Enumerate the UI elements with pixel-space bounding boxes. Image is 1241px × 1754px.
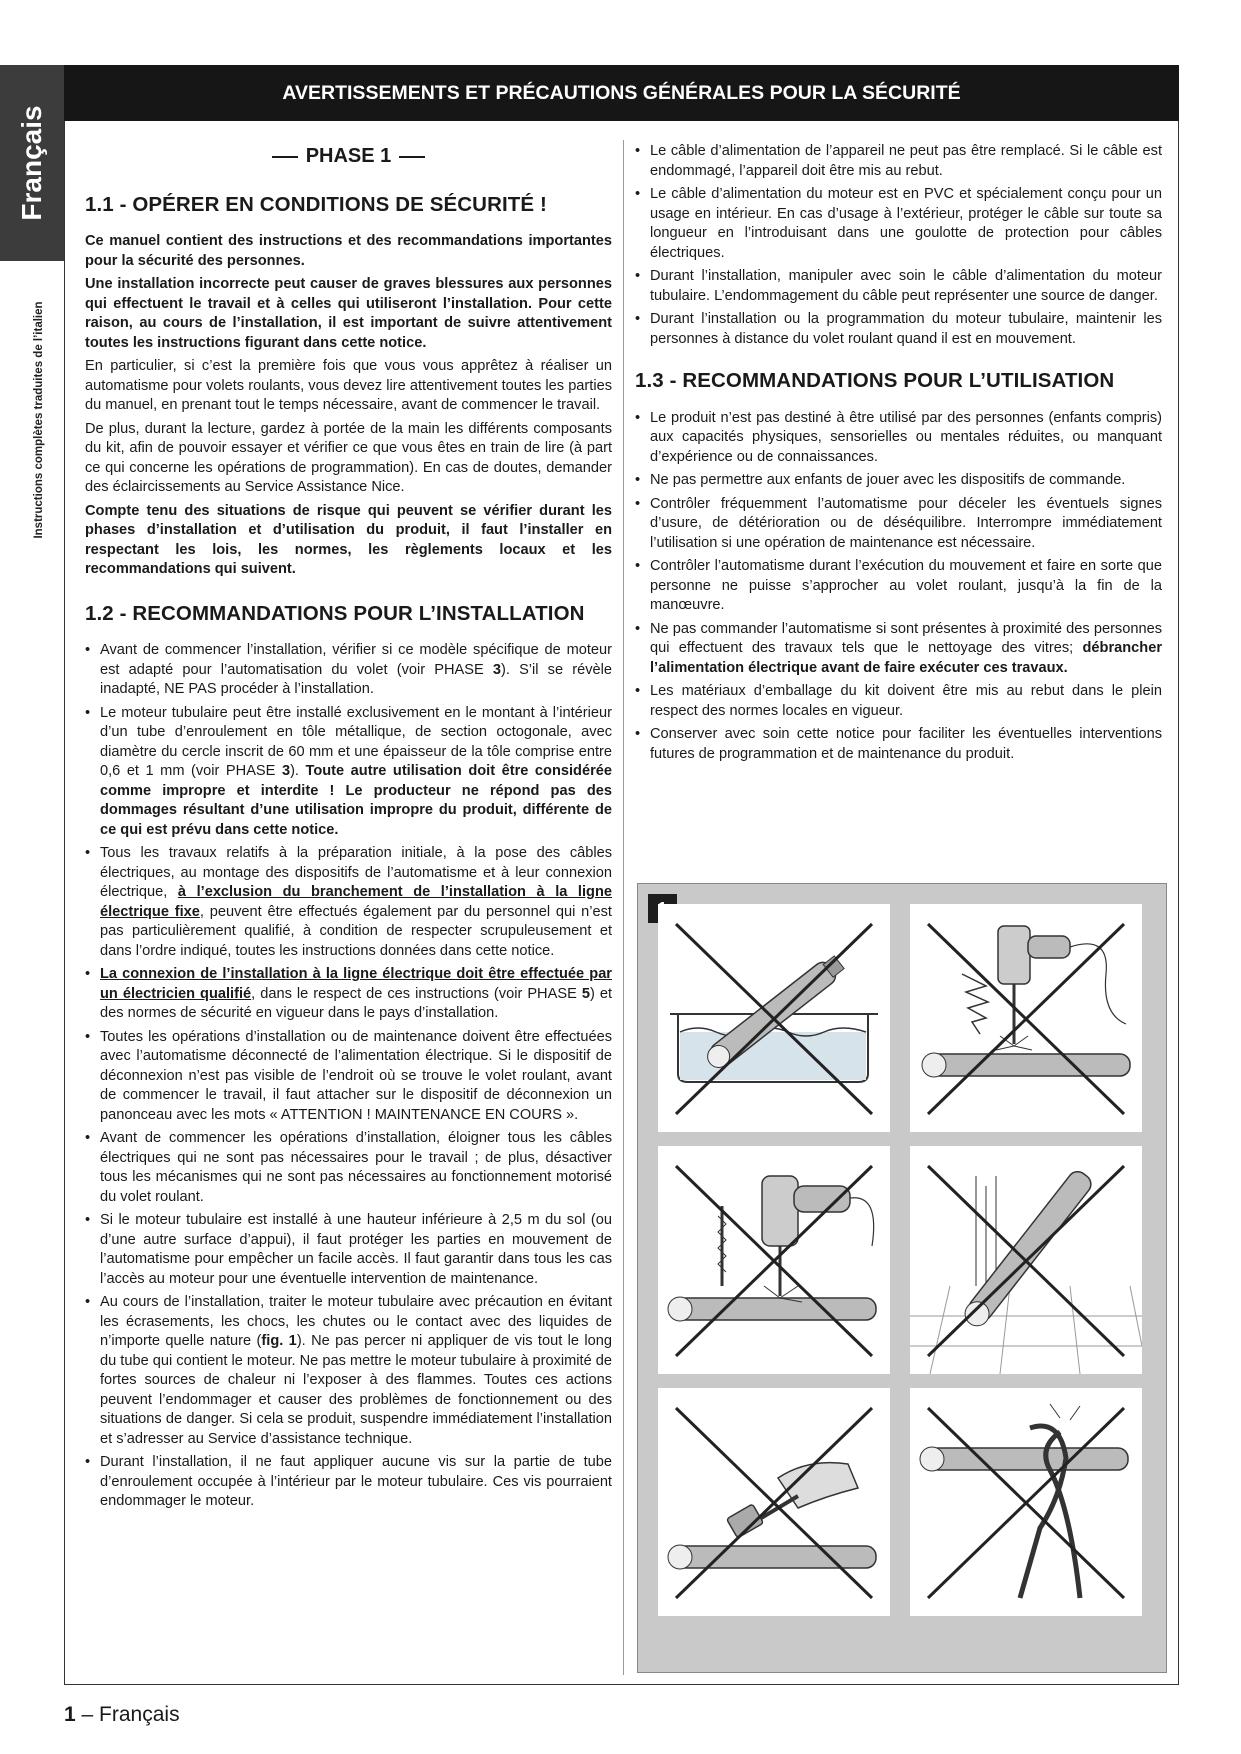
usage-item-4: • Contrôler l’automatisme durant l’exécution du mouvement et faire en sorte que personne ne puisse s’approcher au volet roulant, jusqu’à la fin de la manœuvre. (635, 557, 1162, 616)
panel-motor-dropped (910, 1146, 1142, 1374)
panel-drilling-motor (658, 1146, 890, 1374)
installation-item-3: • Tous les travaux relatifs à la préparation initiale, à la pose des câbles électriques, au montage des dispositifs de l’automatisme et à leur connexion électrique, à l’exclusion du branchement de l’installation à la ligne électrique fixe, peuvent être effectués également par du personnel qui n’est pas particulièrement qualifié, à condition de respecter scrupuleusement et dans l’ordre indiqué, toutes les instructions données dans cette notice. (85, 844, 612, 961)
intro-paragraph-5: Compte tenu des situations de risque qui peuvent se vérifier durant les phases d’installation et d’utilisation du produit, il faut l’installer en respectant les lois, les normes, les règlements locaux et les recommandations qui suivent. (85, 502, 612, 577)
installation-item-5: • Toutes les opérations d’installation ou de maintenance doivent être effectuées avec l’automatisme déconnecté de l’alimentation électrique. Si le dispositif de déconnexion n’est pas visible de l’endroit où se trouve le volet roulant, avant de commencer le travail, il faut attacher sur le dispositif de déconnexion un panonceau avec les mots « ATTENTION ! MAINTENANCE EN COURS ». (85, 1028, 612, 1126)
installation-item-6: • Avant de commencer les opérations d’installation, éloigner tous les câbles électriques qui ne sont pas nécessaires pour le travail ; de plus, désactiver tous les mécanismes qui ne sont pas nécessaires au fonctionnement motorisé du volet roulant. (85, 1129, 612, 1207)
intro-paragraph-1: Ce manuel contient des instructions et des recommandations importantes pour la sécurité des personnes. (85, 233, 612, 269)
installation-list (85, 641, 612, 1512)
installation-item-2: • Le moteur tubulaire peut être installé exclusivement en le montant à l’intérieur d’un tube d’enroulement en tôle métallique, de section octogonale, avec diamètre du cercle inscrit de 60 mm et une épaisseur de la tôle comprise entre 0,6 et 1 mm (voir PHASE 3). Toute autre utilisation doit être considérée comme impropre et interdite ! Le producteur ne répond pas des dommages résultant d’une utilisation impropre du produit, différente de ce qui est prévu dans cette notice. (85, 704, 612, 841)
drilling-motor-illustration (658, 1146, 890, 1374)
right-column (635, 142, 1162, 768)
hammering-motor-illustration (658, 1388, 890, 1616)
panel-motor-in-water (658, 904, 890, 1132)
phase-dash-left (272, 156, 298, 158)
dropped-motor-illustration (910, 1146, 1142, 1374)
cable-item-1: • Le câble d’alimentation de l’appareil ne peut pas être remplacé. Si le câble est endommagé, l’appareil doit être mis au rebut. (635, 142, 1162, 181)
installation-item-1: • Avant de commencer l’installation, vérifier si ce modèle spécifique de moteur est adapté pour l’automatisation du volet (voir PHASE 3). S’il se révèle inadapté, NE PAS procéder à l’installation. (85, 641, 612, 700)
figure-1 (637, 883, 1167, 1673)
left-column (85, 142, 612, 1516)
usage-item-6: • Les matériaux d’emballage du kit doivent être mis au rebut dans le plein respect des normes locales en vigueur. (635, 682, 1162, 721)
usage-item-3: • Contrôler fréquemment l’automatisme pour déceler les éventuels signes d’usure, de détérioration ou de déséquilibre. Interrompre immédiatement l’utilisation si une opération de maintenance est nécessaire. (635, 495, 1162, 554)
intro-paragraph-2: Une installation incorrecte peut causer de graves blessures aux personnes qui effectuent le travail et à celles qui utiliseront l’installation. Pour cette raison, au cours de l’installation, il est important de suivre attentivement toutes les instructions figurant dans cette notice. (85, 276, 612, 351)
section-1-1-title: 1.1 - OPÉRER EN CONDITIONS DE SÉCURITÉ ! (85, 192, 547, 216)
phase-label: PHASE 1 (305, 145, 392, 167)
motor-in-water-illustration (658, 904, 890, 1132)
panel-screw-into-motor (910, 904, 1142, 1132)
installation-item-7: • Si le moteur tubulaire est installé à une hauteur inférieure à 2,5 m du sol (ou d’une autre surface d’appui), il faut protéger les parties en mouvement de l’automatisme pour empêcher un facile accès. Il faut garantir dans tous les cas l’accès au moteur pour une éventuelle intervention de maintenance. (85, 1211, 612, 1289)
intro-paragraph-3: En particulier, si c’est la première fois que vous vous apprêtez à réaliser un automatisme pour volets roulants, vous devez lire attentivement toutes les parties du manuel, en prenant tout le temps nécessaire, avant de commencer le travail. (85, 358, 612, 413)
column-divider (623, 140, 624, 1675)
usage-item-1: • Le produit n’est pas destiné à être utilisé par des personnes (enfants compris) aux capacités physiques, sensorielles ou mentales réduites, ou manquant d’expérience ou de connaissances. (635, 409, 1162, 468)
usage-item-7: • Conserver avec soin cette notice pour faciliter les éventuelles interventions futures de programmation et de maintenance du produit. (635, 725, 1162, 764)
cable-item-2: • Le câble d’alimentation du moteur est en PVC et spécialement conçu pour un usage en intérieur. En cas d’usage à l’extérieur, protéger le câble sur toute sa longueur en l’introduisant dans une goulotte de protection pour câbles électriques. (635, 185, 1162, 263)
section-1-2-title: 1.2 - RECOMMANDATIONS POUR L’INSTALLATION (85, 601, 585, 625)
installation-item-9: • Durant l’installation, il ne faut appliquer aucune vis sur la partie de tube d’enroulement occupée à l’intérieur par le moteur tubulaire. Ces vis pourraient endommager le moteur. (85, 1453, 612, 1512)
usage-item-5: • Ne pas commander l’automatisme si sont présentes à proximité des personnes qui effectuent des travaux tels que le nettoyage des vitres; débrancher l’alimentation électrique avant de faire exécuter ces travaux. (635, 620, 1162, 679)
intro-paragraph-4: De plus, durant la lecture, gardez à portée de la main les différents composants du kit, afin de pouvoir essayer et vérifier ce que vous êtes en train de lire (à part ce qui concerne les opérations de programmation). En cas de doutes, demander des éclaircissements au Service Assistance Nice. (85, 420, 612, 495)
usage-list (635, 409, 1162, 765)
installation-item-4: • La connexion de l’installation à la ligne électrique doit être effectuée par un électricien qualifié, dans le respect de ces instructions (voir PHASE 5) et des normes de sécurité en vigueur dans le pays d’installation. (85, 965, 612, 1024)
page-number: 1 (64, 1703, 76, 1726)
phase-dash-right (399, 156, 425, 158)
screwing-motor-illustration (910, 904, 1142, 1132)
language-tab-label: Français (16, 105, 47, 221)
page-title: AVERTISSEMENTS ET PRÉCAUTIONS GÉNÉRALES POUR LA SÉCURITÉ (64, 65, 1179, 121)
crushing-motor-illustration (910, 1388, 1142, 1616)
panel-hammering-motor (658, 1388, 890, 1616)
language-tab (0, 65, 64, 261)
footer-separator: – (75, 1703, 100, 1726)
footer-language: Français (99, 1703, 180, 1726)
installation-item-8: • Au cours de l’installation, traiter le moteur tubulaire avec précaution en évitant les écrasements, les chocs, les chutes ou le contact avec des liquides de n’importe quelle nature (fig. 1). Ne pas percer ni appliquer de vis tout le long du tube qui contient le moteur. Ne pas mettre le moteur tubulaire à proximité de fortes sources de chaleur ni l’exposer à des flammes. Toutes ces actions peuvent l’endommager et causer des problèmes de fonctionnement ou des situations de danger. Si cela se produit, suspendre immédiatement l’installation et s’adresser au Service d’assistance technique. (85, 1293, 612, 1449)
translation-note: Instructions complètes traduites de l’italien (33, 301, 45, 539)
usage-item-2: • Ne pas permettre aux enfants de jouer avec les dispositifs de commande. (635, 471, 1162, 491)
sidebar (0, 0, 64, 1754)
panel-crushing-motor (910, 1388, 1142, 1616)
cable-item-4: • Durant l’installation ou la programmation du moteur tubulaire, maintenir les personnes à distance du volet roulant quand il est en mouvement. (635, 310, 1162, 349)
section-1-3-title: 1.3 - RECOMMANDATIONS POUR L’UTILISATION (635, 369, 1115, 392)
page-footer (64, 1703, 180, 1727)
cable-item-3: • Durant l’installation, manipuler avec soin le câble d’alimentation du moteur tubulaire. L’endommagement du câble peut représenter une source de danger. (635, 267, 1162, 306)
cable-list (635, 142, 1162, 349)
phase-heading (85, 147, 612, 167)
